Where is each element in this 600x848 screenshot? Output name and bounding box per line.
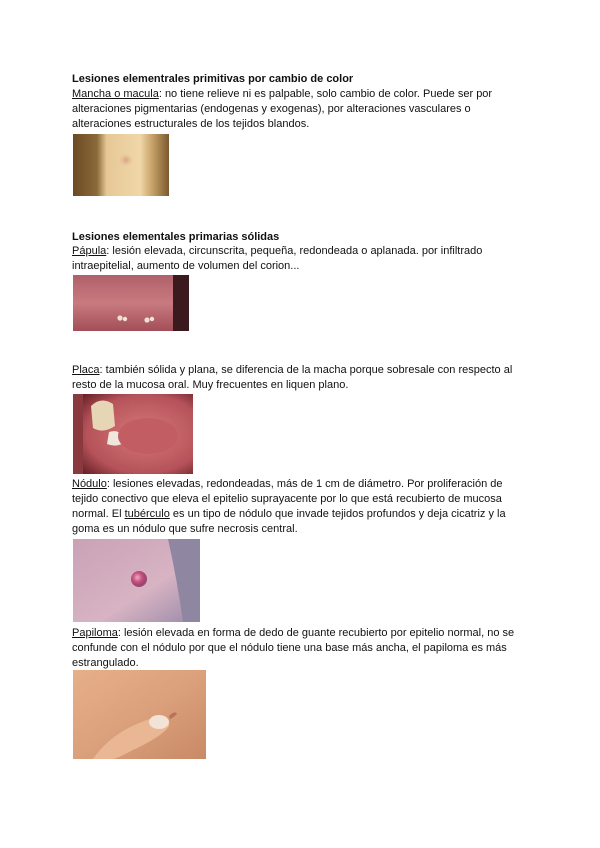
text-papiloma: : lesión elevada en forma de dedo de guante recubierto por epitelio normal, no se confunde con el nódulo por que el nódulo tiene una base más ancha, el papiloma es más estrangulado. [72,627,515,669]
paragraph-macula [72,87,524,132]
term-papiloma: Papiloma [72,627,118,639]
text-placa: : también sólida y plana, se diferencia de la macha porque sobresale con respecto al resto de la mucosa oral. Muy frecuentes en liquen plano. [72,364,513,391]
paragraph-papiloma [72,626,524,671]
nodulo-photo [73,539,200,622]
section-heading-solid: Lesiones elementales primarias sólidas [72,231,280,243]
term-macula: Mancha o macula [72,88,159,100]
paragraph-placa [72,363,524,393]
papiloma-photo [73,670,206,759]
term-papula: Pápula [72,245,107,257]
papula-photo [73,275,189,331]
placa-photo [73,394,193,474]
term-tuberculo: tubérculo [124,508,170,520]
text-nodulo-1: : lesiones elevadas, redondeadas, más de 1 cm de diámetro. Por proliferación de tejido conectivo que eleva el epitelio suprayacente por lo que está recubierto de mucosa normal. El [72,478,503,520]
text-nodulo-2: es un tipo de nódulo que invade tejidos profundos y deja cicatriz y la goma es un nódulo que sufre necrosis central. [72,508,506,535]
text-papula: : lesión elevada, circunscrita, pequeña, redondeada o aplanada. por infiltrado intraepitelial, aumento de volumen del corion... [72,245,483,272]
term-placa: Placa [72,364,100,376]
term-nodulo: Nódulo [72,478,107,490]
section-heading-color: Lesiones elementrales primitivas por cambio de color [72,73,354,85]
text-macula: : no tiene relieve ni es palpable, solo cambio de color. Puede ser por alteraciones pigmentarias (endogenas y exogenas), por alteraciones vasculares o alteraciones estructurales de los tejidos blandos. [72,88,493,130]
paragraph-papula [72,244,524,274]
macula-photo [73,134,169,196]
paragraph-nodulo [72,477,524,537]
